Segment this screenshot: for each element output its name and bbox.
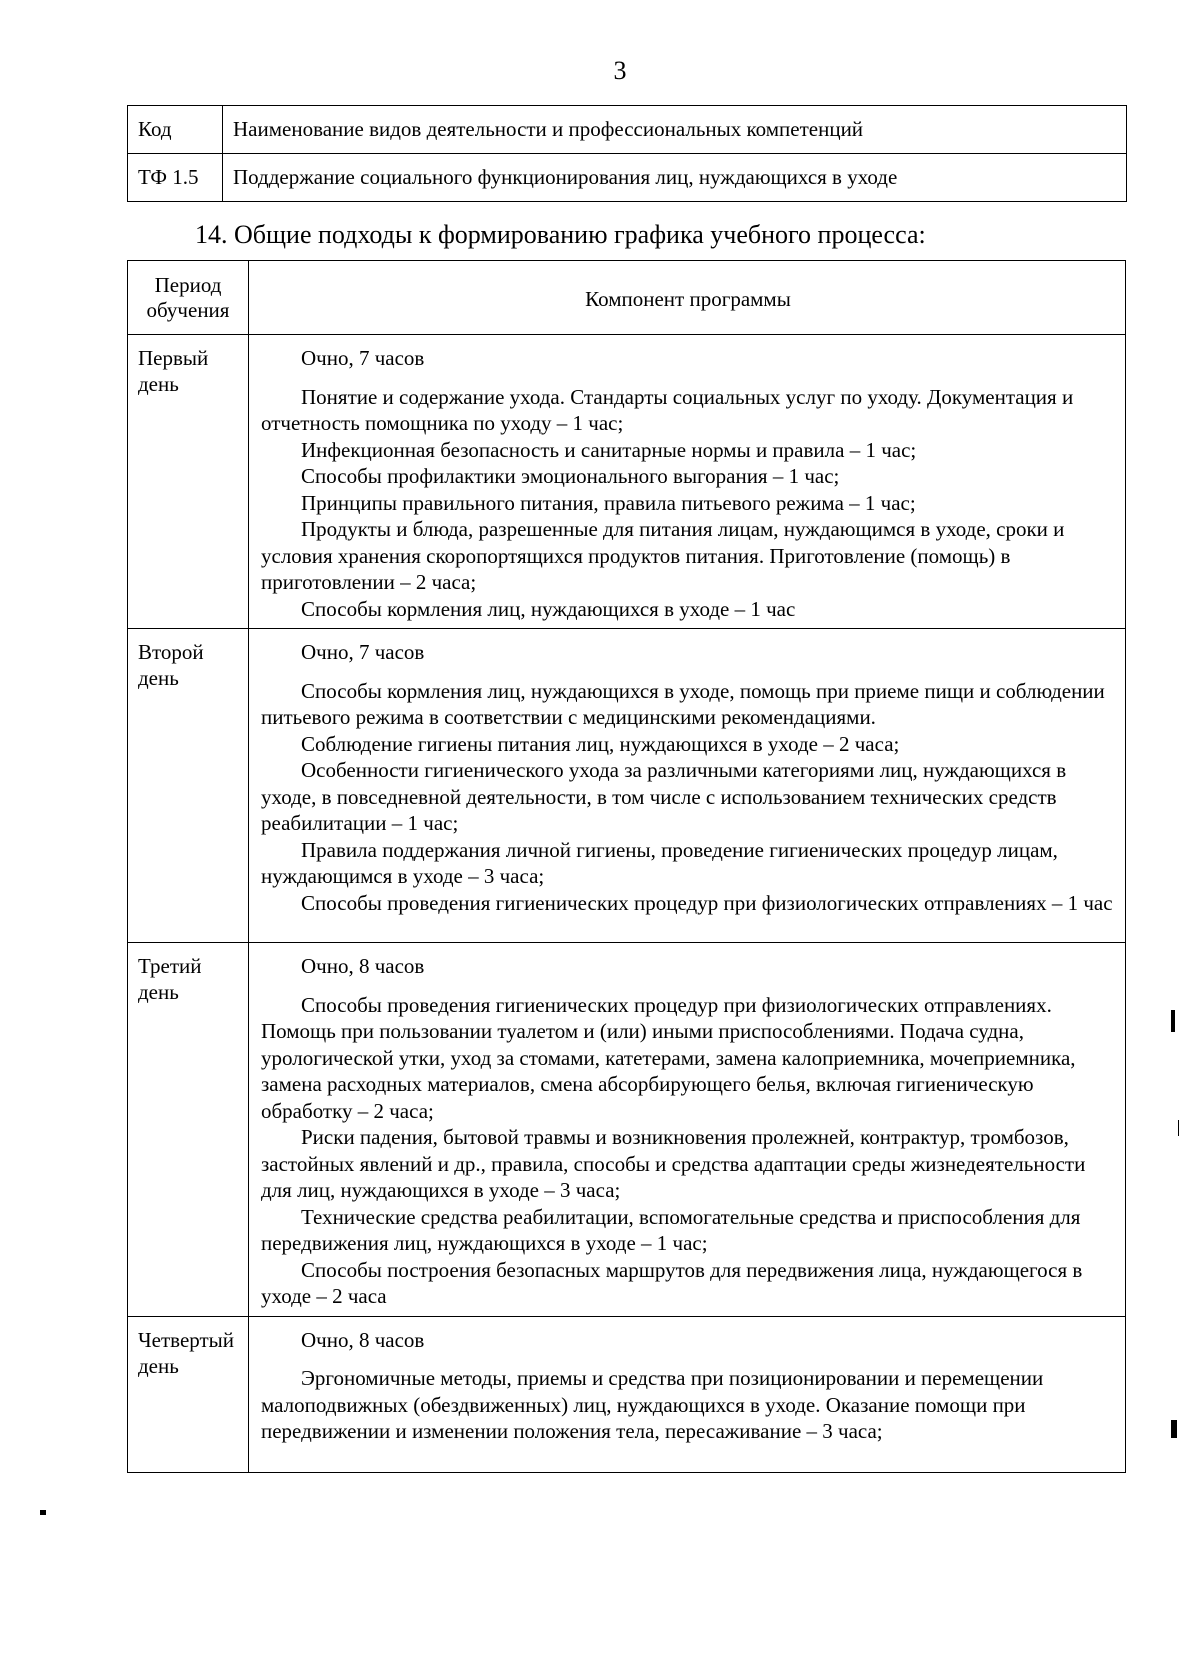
period-cell: Третий день (128, 943, 249, 1317)
component-header: Компонент программы (249, 261, 1126, 335)
topic-item: Особенности гигиенического ухода за различными категориями лиц, нуждающихся в уходе, в повседневной деятельности, в том числе с использованием технических средств реабилитации – 1 час; (261, 758, 1067, 835)
day-row (128, 1316, 1126, 1472)
topic-item: Понятие и содержание ухода. Стандарты социальных услуг по уходу. Документация и отчетность помощника по уходу – 1 час; (261, 384, 1074, 435)
topic-item: Способы построения безопасных маршрутов для передвижения лица, нуждающегося в уходе – 2 часа (261, 1257, 1083, 1308)
day-row (128, 335, 1126, 629)
code-header: Код (128, 106, 223, 154)
topic-item: Технические средства реабилитации, вспомогательные средства и приспособления для передвижения лиц, нуждающихся в уходе – 1 час; (261, 1204, 1081, 1255)
study-mode: Очно, 7 часов (301, 640, 425, 664)
period-cell: Первый день (128, 335, 249, 629)
name-cell: Поддержание социального функционирования лиц, нуждающихся в уходе (223, 154, 1127, 202)
component-cell (249, 943, 1126, 1317)
competencies-table (127, 105, 1127, 202)
table-row (128, 154, 1127, 202)
name-header: Наименование видов деятельности и профессиональных компетенций (223, 106, 1127, 154)
topic-item: Соблюдение гигиены питания лиц, нуждающихся в уходе – 2 часа; (301, 731, 900, 756)
period-header: Период обучения (128, 261, 249, 335)
period-cell: Четвертый день (128, 1316, 249, 1472)
study-mode: Очно, 8 часов (301, 954, 425, 978)
period-cell: Второй день (128, 629, 249, 943)
scan-artifact (1171, 1420, 1177, 1438)
schedule-table (127, 260, 1126, 1473)
topic-item: Способы проведения гигиенических процедур при физиологических отправлениях – 1 час (301, 890, 1113, 915)
topic-item: Инфекционная безопасность и санитарные нормы и правила – 1 час; (301, 437, 917, 462)
study-mode: Очно, 8 часов (301, 1327, 425, 1352)
table-header-row (128, 106, 1127, 154)
topic-item: Риски падения, бытовой травмы и возникновения пролежней, контрактур, тромбозов, застойных явлений и др., правила, способы и средства адаптации среды жизнедеятельности для лиц, нуждающихся в уходе – 3 часа; (261, 1125, 1086, 1202)
topic-item: Способы кормления лиц, нуждающихся в уходе, помощь при приеме пищи и соблюдении питьевого режима в соответствии с медицинскими рекомендациями. (261, 678, 1105, 729)
topic-item: Способы кормления лиц, нуждающихся в уходе – 1 час (301, 596, 796, 621)
topic-item: Способы профилактики эмоционального выгорания – 1 час; (301, 464, 840, 488)
study-mode: Очно, 7 часов (301, 346, 425, 370)
topic-item: Принципы правильного питания, правила питьевого режима – 1 час; (301, 490, 916, 515)
scan-artifact (40, 1510, 46, 1515)
code-cell: ТФ 1.5 (128, 154, 223, 202)
table-header-row (128, 261, 1126, 335)
component-cell (249, 1316, 1126, 1472)
topic-item: Эргономичные методы, приемы и средства при позиционировании и перемещении малоподвижных (обездвиженных) лиц, нуждающихся в уходе. Оказание помощи при передвижении и изменении положения тела, пересаживание – 3 часа; (261, 1366, 1044, 1443)
section-title: 14. Общие подходы к формированию графика учебного процесса: (195, 220, 926, 249)
component-cell (249, 629, 1126, 943)
scan-artifact (1171, 1010, 1175, 1032)
scan-artifact (1178, 1120, 1179, 1136)
topic-item: Способы проведения гигиенических процедур при физиологических отправлениях. Помощь при пользовании туалетом и (или) иными приспособлениями. Подача судна, урологической утки, уход за стомами, катетерами, замена калоприемника, мочеприемника, замена расходных материалов, смена абсорбирующего белья, включая гигиеническую обработку – 2 часа; (261, 992, 1076, 1123)
topic-item: Правила поддержания личной гигиены, проведение гигиенических процедур лицам, нуждающимся в уходе – 3 часа; (261, 837, 1058, 888)
component-cell (249, 335, 1126, 629)
day-row (128, 629, 1126, 943)
page-number: 3 (613, 56, 627, 85)
topic-item: Продукты и блюда, разрешенные для питания лицам, нуждающимся в уходе, сроки и условия хранения скоропортящихся продуктов питания. Приготовление (помощь) в приготовлении – 2 часа; (261, 517, 1065, 594)
day-row (128, 943, 1126, 1317)
